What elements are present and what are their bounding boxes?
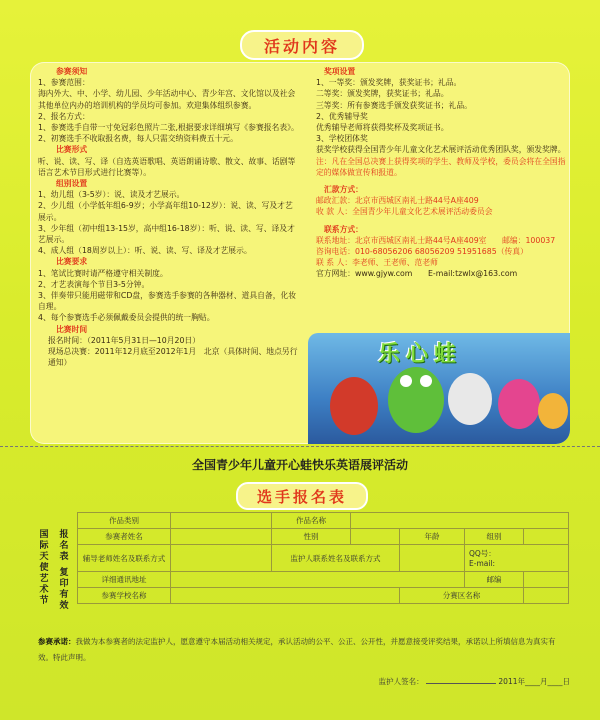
- signature-input[interactable]: [426, 683, 496, 684]
- school-label: 参赛学校名称: [78, 588, 171, 604]
- banner-logo: 乐心蛙: [378, 342, 463, 367]
- award-line: 获奖学校获得全国青少年儿童文化艺术展评活动优秀团队奖，颁发奖牌。: [316, 145, 566, 155]
- award-heading: 奖项设置: [324, 67, 356, 76]
- award-line: 三等奖：所有参赛选手颁发获奖证书；礼品。: [316, 100, 472, 110]
- signature-label: 监护人签名：: [378, 677, 424, 686]
- notice-heading: 参赛须知: [56, 67, 88, 76]
- right-column: [306, 66, 568, 280]
- side-copy-label: 复印有效: [59, 568, 69, 611]
- contact-line: 官方网址：www.gjyw.com E-mail:tzwlx@163.com: [316, 269, 518, 279]
- award-line: 二等奖：颁发奖牌，获奖证书；礼品。: [316, 89, 449, 99]
- left-column: [38, 66, 300, 368]
- signature-line: [330, 676, 570, 687]
- guardian-label: 监护人联系姓名及联系方式: [272, 545, 400, 572]
- school-input[interactable]: [171, 588, 400, 604]
- frog-character-icon: [330, 377, 378, 435]
- postcode-input[interactable]: [524, 572, 569, 588]
- division-label: 分赛区名称: [400, 588, 524, 604]
- group-label: 组别: [465, 529, 524, 545]
- time-heading: 比赛时间: [56, 324, 88, 334]
- work-name-label: 作品名称: [272, 513, 351, 529]
- address-input[interactable]: [171, 572, 465, 588]
- event-title: 全国青少年儿童开心蛙快乐英语展评活动: [191, 458, 408, 472]
- remit-line: 收 款 人：全国青少年儿童文化艺术展评活动委员会: [316, 207, 493, 217]
- award-note: 注：凡在全国总决赛上获得奖项的学生、教师及学校，委员会将在全国指定的媒体做宣传和报道。: [316, 156, 566, 177]
- format-line: 听、说、读、写、译（自选英语歌唱、英语朗诵诗歌、散文、故事、话剧等语言艺术节目形式进行比赛等）。: [38, 156, 296, 177]
- contact-line: 咨询电话：010-68056206 68056209 51951685（传真）: [316, 247, 528, 257]
- notice-line: 1、参赛范围：: [38, 78, 90, 88]
- award-line: 3、学校团体奖: [316, 134, 368, 144]
- cut-line: [0, 446, 600, 447]
- time-line: 报名时间：（2011年5月31日—10月20日）: [48, 335, 201, 345]
- work-name-input[interactable]: [351, 513, 569, 529]
- notice-line: 1、参赛选手自带一寸免冠彩色照片二张,根据要求详细填写《参赛报名表》。: [38, 123, 299, 133]
- form-title: 选手报名表: [236, 482, 368, 510]
- email-label: E-mail:: [469, 559, 496, 568]
- qq-email-cell[interactable]: [465, 545, 569, 572]
- notice-line: 海内外大、中、小学、幼儿园、少年活动中心、青少年宫、文化馆以及社会其他单位内办的培训机构的学员均可参加。欢迎集体组织参赛。: [38, 89, 296, 110]
- frog-character-icon: [448, 373, 492, 425]
- requirement-line: 4、每个参赛选手必须佩戴委员会提供的统一胸贴。: [38, 313, 215, 323]
- guardian-input[interactable]: [400, 545, 465, 572]
- teacher-input[interactable]: [171, 545, 272, 572]
- eye-icon: [400, 375, 412, 387]
- eye-icon: [420, 375, 432, 387]
- requirement-line: 3、伴奏带只能用磁带和CD盘，参赛选手参赛的各种器材、道具自备，化妆自理。: [38, 291, 297, 312]
- frog-character-icon: [388, 367, 444, 433]
- award-line: 1、一等奖：颁发奖牌，获奖证书；礼品。: [316, 78, 462, 88]
- name-label: 参赛者姓名: [78, 529, 171, 545]
- side-form-label: 报名表: [59, 530, 69, 562]
- group-line: 3、少年组（初中组13-15岁，高中组16-18岁）：听、说、读、写、译及才艺展示。: [38, 223, 295, 245]
- division-input[interactable]: [524, 588, 569, 604]
- address-label: 详细通讯地址: [78, 572, 171, 588]
- group-line: 2、少儿组（小学低年组6-9岁；小学高年组10-12岁）：说、读、写及才艺展示。: [38, 201, 293, 222]
- qq-label: QQ号：: [469, 549, 496, 558]
- award-line: 优秀辅导老师将获得奖杯及奖项证书。: [316, 123, 449, 133]
- cartoon-banner: [308, 333, 570, 444]
- group-input[interactable]: [524, 529, 569, 545]
- award-line: 2、优秀辅导奖: [316, 111, 368, 121]
- format-heading: 比赛形式: [56, 145, 88, 155]
- work-category-input[interactable]: [171, 513, 272, 529]
- side-org-label: 国际天使艺术节: [39, 530, 49, 606]
- pledge-body: 我做为本参赛者的法定监护人，愿意遵守本届活动相关规定，承认活动的公平、公正、公开性，并愿意接受评奖结果，承诺以上所填信息为真实有效。特此声明。: [38, 637, 556, 662]
- notice-line: 2、报名方式：: [38, 111, 90, 121]
- requirement-line: 1、笔试比赛时请严格遵守相关制度。: [38, 268, 168, 278]
- contact-line: 联系地址：北京市西城区南礼士路44号A座409室 邮编：100037: [316, 235, 556, 245]
- pledge-label: 参赛承诺：: [38, 637, 76, 646]
- contact-line: 联 系 人：李老师、王老师、范老师: [316, 258, 438, 268]
- postcode-label: 邮编: [465, 572, 524, 588]
- pledge-text: [38, 634, 568, 666]
- time-line: 现场总决赛：2011年12月底至2012年1月 北京（具体时间、地点另行通知）: [48, 347, 298, 368]
- section-title: 活动内容: [240, 30, 364, 60]
- date-label: 2011年____月____日: [498, 677, 570, 686]
- group-heading: 组别设置: [56, 179, 88, 189]
- contact-heading: 联系方式：: [324, 224, 363, 234]
- group-line: 4、成人组（18周岁以上）：听、说、读、写、译及才艺展示。: [38, 246, 252, 256]
- remit-heading: 汇款方式：: [324, 185, 363, 195]
- frog-character-icon: [538, 393, 568, 429]
- remit-line: 邮政汇款：北京市西城区南礼士路44号A座409: [316, 196, 479, 206]
- group-line: 1、幼儿组（3-5岁）：说、读及才艺展示。: [38, 190, 185, 200]
- requirements-heading: 比赛要求: [56, 257, 88, 267]
- age-label: 年龄: [400, 529, 465, 545]
- work-category-label: 作品类别: [78, 513, 171, 529]
- registration-table: [77, 512, 569, 604]
- frog-character-icon: [498, 379, 540, 429]
- gender-label: 性别: [272, 529, 351, 545]
- teacher-label: 辅导老师姓名及联系方式: [78, 545, 171, 572]
- requirement-line: 2、才艺表演每个节目3-5分钟。: [38, 279, 150, 289]
- gender-input[interactable]: [351, 529, 400, 545]
- name-input[interactable]: [171, 529, 272, 545]
- notice-line: 2、初赛选手不收取报名费，每人只需交纳资料费五十元。: [38, 134, 238, 144]
